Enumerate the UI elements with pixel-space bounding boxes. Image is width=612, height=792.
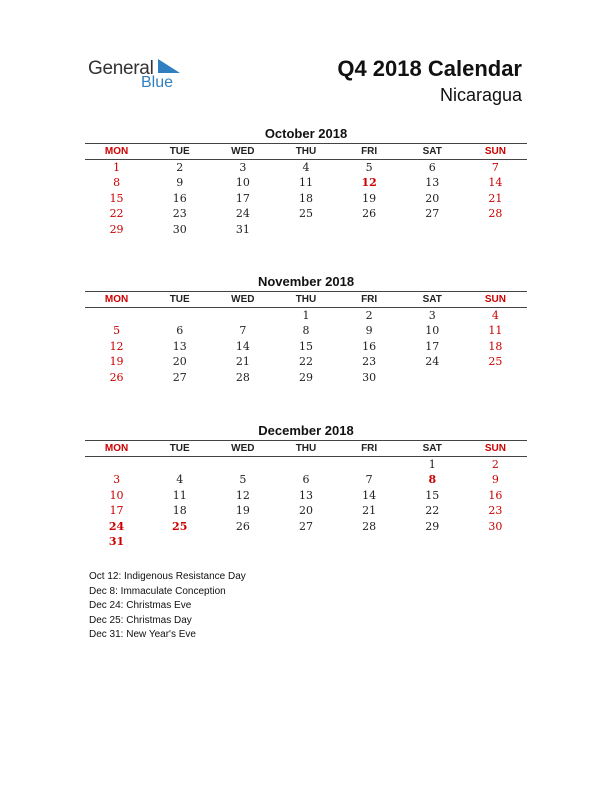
holiday-day-cell: 12 bbox=[361, 176, 377, 190]
weekday-label: SAT bbox=[422, 146, 442, 157]
weekday-label: FRI bbox=[361, 146, 378, 157]
day-cell: 27 bbox=[298, 519, 313, 533]
weekday-label: FRI bbox=[361, 443, 378, 454]
weekday-header bbox=[85, 143, 527, 160]
day-cell: 18 bbox=[298, 191, 313, 205]
day-cell: 18 bbox=[172, 504, 187, 518]
week-row bbox=[85, 308, 527, 323]
week-row bbox=[85, 354, 527, 369]
day-cell bbox=[464, 222, 527, 237]
holiday-list bbox=[89, 570, 246, 643]
weekday-label: MON bbox=[104, 146, 129, 157]
weekday-label: SAT bbox=[422, 443, 442, 454]
day-cell: 8 bbox=[302, 324, 310, 338]
weekday-label: THU bbox=[295, 146, 317, 157]
holiday-entry: Oct 12: Indigenous Resistance Day bbox=[89, 571, 246, 582]
day-cell: 11 bbox=[488, 324, 503, 338]
day-cell bbox=[148, 457, 211, 472]
day-cell: 3 bbox=[113, 473, 121, 487]
day-cell: 19 bbox=[362, 191, 377, 205]
holiday-entry: Dec 24: Christmas Eve bbox=[89, 600, 192, 611]
day-cell: 15 bbox=[109, 191, 124, 205]
day-cell: 21 bbox=[488, 191, 503, 205]
day-cell: 28 bbox=[362, 519, 377, 533]
day-cell: 7 bbox=[491, 161, 499, 174]
holiday-entry: Dec 31: New Year's Eve bbox=[89, 629, 196, 640]
day-cell: 29 bbox=[425, 519, 440, 533]
week-row bbox=[85, 175, 527, 190]
weekday-header bbox=[85, 291, 527, 308]
logo-blue-text: Blue bbox=[141, 74, 174, 91]
day-cell: 14 bbox=[488, 176, 503, 190]
day-cell: 27 bbox=[172, 370, 187, 384]
holiday-entry: Dec 25: Christmas Day bbox=[89, 614, 192, 626]
day-cell bbox=[211, 308, 274, 323]
day-cell: 26 bbox=[362, 207, 377, 221]
day-cell: 19 bbox=[235, 504, 250, 518]
holiday-day-cell: 24 bbox=[108, 519, 125, 533]
day-cell: 31 bbox=[235, 222, 250, 236]
day-cell: 29 bbox=[109, 222, 124, 236]
day-cell: 16 bbox=[172, 191, 187, 205]
week-row bbox=[85, 503, 527, 518]
day-cell: 9 bbox=[176, 176, 184, 190]
day-cell: 23 bbox=[488, 504, 503, 518]
day-cell: 28 bbox=[488, 207, 503, 221]
day-cell: 12 bbox=[235, 488, 250, 502]
month-block bbox=[85, 125, 527, 237]
day-cell: 2 bbox=[176, 161, 184, 174]
day-cell: 17 bbox=[109, 504, 124, 518]
holiday-entry: Dec 8: Immaculate Conception bbox=[89, 585, 226, 597]
day-cell bbox=[338, 222, 401, 237]
day-cell: 25 bbox=[298, 207, 313, 221]
day-cell: 4 bbox=[302, 161, 310, 174]
day-cell: 19 bbox=[109, 355, 124, 369]
day-cell: 30 bbox=[488, 519, 503, 533]
logo-general-text: General bbox=[88, 58, 154, 79]
day-cell bbox=[464, 534, 527, 549]
day-cell: 15 bbox=[425, 488, 440, 502]
day-cell: 9 bbox=[365, 324, 373, 338]
day-cell: 16 bbox=[488, 488, 503, 502]
day-cell: 8 bbox=[113, 176, 121, 190]
weekday-label: THU bbox=[295, 443, 317, 454]
day-cell: 11 bbox=[298, 176, 313, 190]
day-cell bbox=[85, 457, 148, 472]
holiday-day-cell: 25 bbox=[172, 519, 188, 533]
day-cell: 14 bbox=[362, 488, 377, 502]
weekday-label: TUE bbox=[169, 146, 190, 157]
day-cell bbox=[401, 222, 464, 237]
month-title: December 2018 bbox=[258, 423, 354, 438]
weekday-label: SUN bbox=[484, 294, 506, 305]
weekday-label: WED bbox=[231, 294, 255, 305]
day-cell bbox=[401, 534, 464, 549]
day-cell: 10 bbox=[109, 488, 124, 502]
day-cell bbox=[464, 370, 527, 385]
holiday-day-cell: 8 bbox=[428, 473, 437, 487]
day-cell: 22 bbox=[425, 504, 440, 518]
country-name: Nicaragua bbox=[439, 85, 522, 105]
logo-flag-icon bbox=[158, 59, 180, 73]
day-cell: 27 bbox=[425, 207, 440, 221]
day-cell: 26 bbox=[235, 519, 250, 533]
day-cell: 6 bbox=[176, 324, 184, 338]
weekday-label: SUN bbox=[484, 146, 506, 157]
day-cell: 30 bbox=[362, 370, 377, 384]
weekday-label: WED bbox=[231, 443, 255, 454]
week-row bbox=[85, 323, 527, 338]
day-cell: 10 bbox=[235, 176, 250, 190]
day-cell: 6 bbox=[302, 473, 310, 487]
day-cell: 21 bbox=[362, 504, 377, 518]
day-cell: 1 bbox=[428, 458, 436, 471]
day-cell: 20 bbox=[425, 191, 440, 205]
day-cell: 20 bbox=[172, 355, 187, 369]
day-cell: 28 bbox=[235, 370, 250, 384]
week-row bbox=[85, 222, 527, 237]
day-cell bbox=[148, 308, 211, 323]
day-cell: 1 bbox=[113, 161, 121, 174]
week-row bbox=[85, 519, 527, 534]
day-cell: 12 bbox=[109, 339, 124, 353]
day-cell bbox=[148, 534, 211, 549]
day-cell bbox=[274, 534, 337, 549]
generalblue-logo bbox=[88, 56, 198, 96]
day-cell: 5 bbox=[365, 161, 373, 174]
week-row bbox=[85, 488, 527, 503]
weekday-header bbox=[85, 440, 527, 457]
day-cell: 22 bbox=[298, 355, 313, 369]
day-cell: 26 bbox=[109, 370, 124, 384]
month-block bbox=[85, 273, 527, 385]
day-cell: 14 bbox=[235, 339, 250, 353]
day-cell: 30 bbox=[172, 222, 187, 236]
day-cell: 7 bbox=[365, 473, 373, 487]
day-cell: 5 bbox=[239, 473, 247, 487]
day-cell bbox=[338, 457, 401, 472]
day-cell: 20 bbox=[298, 504, 313, 518]
week-row bbox=[85, 160, 527, 175]
day-cell bbox=[211, 457, 274, 472]
weekday-label: FRI bbox=[361, 294, 378, 305]
day-cell: 6 bbox=[428, 161, 436, 174]
week-row bbox=[85, 472, 527, 487]
week-row bbox=[85, 206, 527, 221]
week-row bbox=[85, 339, 527, 354]
day-cell: 4 bbox=[491, 309, 499, 322]
day-cell: 7 bbox=[239, 324, 247, 338]
holiday-day-cell: 31 bbox=[108, 534, 125, 548]
day-cell: 13 bbox=[425, 176, 440, 190]
day-cell: 5 bbox=[113, 324, 121, 338]
day-cell: 24 bbox=[425, 355, 440, 369]
day-cell: 23 bbox=[362, 355, 377, 369]
day-cell bbox=[274, 222, 337, 237]
month-title: October 2018 bbox=[264, 126, 348, 141]
day-cell: 2 bbox=[365, 309, 373, 322]
weekday-label: THU bbox=[295, 294, 317, 305]
week-row bbox=[85, 370, 527, 385]
day-cell: 13 bbox=[298, 488, 313, 502]
day-cell bbox=[274, 457, 337, 472]
weekday-label: SUN bbox=[484, 443, 506, 454]
day-cell: 25 bbox=[488, 355, 503, 369]
weekday-label: TUE bbox=[169, 443, 190, 454]
day-cell: 23 bbox=[172, 207, 187, 221]
day-cell: 2 bbox=[491, 458, 499, 471]
week-row bbox=[85, 457, 527, 472]
day-cell: 13 bbox=[172, 339, 187, 353]
page-title: Q4 2018 Calendar bbox=[337, 56, 522, 81]
day-cell: 10 bbox=[425, 324, 440, 338]
weekday-label: WED bbox=[231, 146, 255, 157]
day-cell bbox=[211, 534, 274, 549]
day-cell: 21 bbox=[235, 355, 250, 369]
day-cell: 22 bbox=[109, 207, 124, 221]
day-cell: 17 bbox=[425, 339, 440, 353]
day-cell: 17 bbox=[235, 191, 250, 205]
weekday-label: SAT bbox=[422, 294, 442, 305]
day-cell: 3 bbox=[239, 161, 247, 174]
day-cell: 1 bbox=[302, 309, 310, 322]
day-cell: 16 bbox=[362, 339, 377, 353]
day-cell: 15 bbox=[298, 339, 313, 353]
weekday-label: TUE bbox=[169, 294, 190, 305]
week-row bbox=[85, 534, 527, 549]
day-cell bbox=[338, 534, 401, 549]
day-cell: 24 bbox=[235, 207, 250, 221]
day-cell: 4 bbox=[176, 473, 184, 487]
month-block bbox=[85, 422, 527, 549]
day-cell: 9 bbox=[491, 473, 499, 487]
day-cell: 18 bbox=[488, 339, 503, 353]
day-cell bbox=[85, 308, 148, 323]
weekday-label: MON bbox=[104, 294, 129, 305]
week-row bbox=[85, 191, 527, 206]
month-title: November 2018 bbox=[257, 274, 355, 289]
day-cell bbox=[401, 370, 464, 385]
day-cell: 29 bbox=[298, 370, 313, 384]
weekday-label: MON bbox=[104, 443, 129, 454]
day-cell: 11 bbox=[172, 488, 187, 502]
day-cell: 3 bbox=[428, 309, 436, 322]
